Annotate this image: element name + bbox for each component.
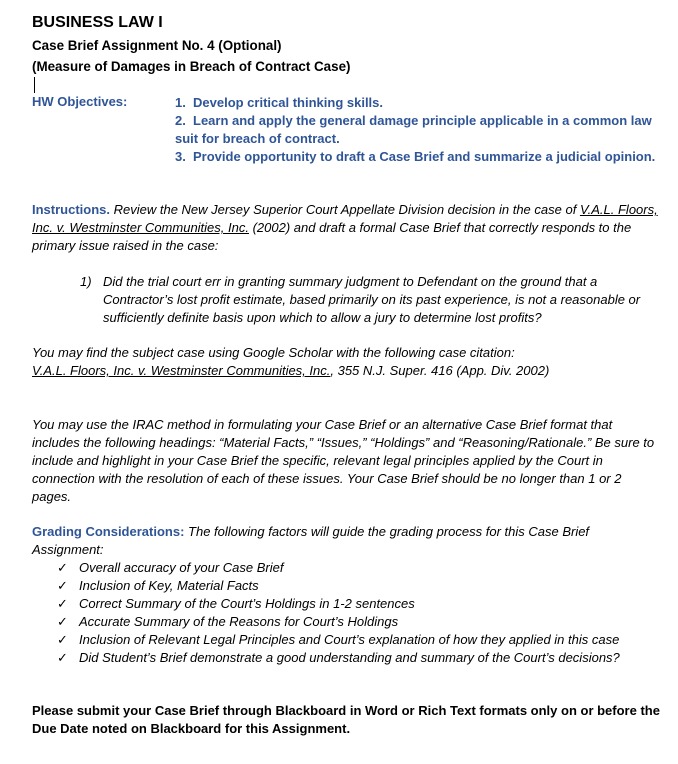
checklist-item: ✓ Did Student’s Brief demonstrate a good understanding and summary of the Court’s decisions? bbox=[57, 650, 620, 665]
checklist-item: ✓ Correct Summary of the Court’s Holdings in 1-2 sentences bbox=[57, 596, 415, 611]
objective-item: 1. Develop critical thinking skills. bbox=[175, 95, 384, 110]
checkmark-icon: ✓ bbox=[57, 632, 68, 647]
submission-instructions: Please submit your Case Brief through Blackboard in Word or Rich Text formats only on or before the Due Date noted on Blackboard for this Assignment. bbox=[32, 703, 660, 736]
checklist-item: ✓ Overall accuracy of your Case Brief bbox=[57, 560, 284, 575]
checkmark-icon: ✓ bbox=[57, 578, 68, 593]
citation-paragraph: You may find the subject case using Google Scholar with the following case citation: V.A.L. Floors, Inc. v. Westminster Communities, Inc., 355 N.J. Super. 416 (App. Div. 2002) bbox=[32, 345, 550, 378]
grading-checklist bbox=[57, 559, 620, 667]
objective-item-continued: suit for breach of contract. bbox=[175, 131, 340, 146]
question-item bbox=[80, 273, 660, 327]
instructions-paragraph: Instructions. Review the New Jersey Superior Court Appellate Division decision in the case of V.A.L. Floors, Inc. v. Westminster Communities, Inc. (2002) and draft a formal Case Brief that correctly responds to the primary issue raised in the case: bbox=[32, 202, 658, 253]
objectives-label: HW Objectives: bbox=[32, 94, 128, 109]
assignment-heading: Case Brief Assignment No. 4 (Optional) bbox=[32, 38, 282, 53]
grading-label: Grading Considerations: bbox=[32, 524, 185, 539]
checkmark-icon: ✓ bbox=[57, 560, 68, 575]
checkmark-icon: ✓ bbox=[57, 596, 68, 611]
checkmark-icon: ✓ bbox=[57, 614, 68, 629]
assignment-topic: (Measure of Damages in Breach of Contract Case) bbox=[32, 59, 351, 74]
checklist-item: ✓ Inclusion of Key, Material Facts bbox=[57, 578, 259, 593]
instructions-label: Instructions. bbox=[32, 202, 111, 217]
objective-item: 3. Provide opportunity to draft a Case Brief and summarize a judicial opinion. bbox=[175, 149, 656, 164]
checklist-item: ✓ Inclusion of Relevant Legal Principles and Court’s explanation of how they applied in this case bbox=[57, 632, 620, 647]
question-text: Did the trial court err in granting summary judgment to Defendant on the ground that a Contractor’s lost profit estimate, based primarily on its past experience, is not a reasonable or sufficiently definite basis upon which to allow a jury to determine lost profits? bbox=[103, 274, 641, 325]
objectives-list bbox=[175, 94, 655, 166]
document-title: BUSINESS LAW I bbox=[32, 14, 163, 31]
question-number: 1) bbox=[80, 274, 92, 289]
case-citation-link[interactable]: V.A.L. Floors, Inc. v. Westminster Communities, Inc. bbox=[32, 363, 331, 378]
checkmark-icon: ✓ bbox=[57, 650, 68, 665]
grading-paragraph: Grading Considerations: The following factors will guide the grading process for this Case Brief Assignment: bbox=[32, 524, 590, 557]
objective-item: 2. Learn and apply the general damage principle applicable in a common law bbox=[175, 113, 652, 128]
text-cursor bbox=[34, 77, 35, 93]
checklist-item: ✓ Accurate Summary of the Reasons for Court’s Holdings bbox=[57, 614, 399, 629]
case-name-link[interactable]: V.A.L. Floors, Inc. v. Westminster Communities, Inc. bbox=[32, 202, 658, 235]
irac-paragraph: You may use the IRAC method in formulating your Case Brief or an alternative Case Brief format that includes the following headings: “Material Facts,” “Issues,” “Holdings” and “Reasoning/Rationale.” Be sure to include and highlight in your Case Brief the specific, relevant legal principles applied by the Court in connection with the resolution of each of these issues. Your Case Brief should be no longer than 1 or 2 pages. bbox=[32, 417, 655, 504]
